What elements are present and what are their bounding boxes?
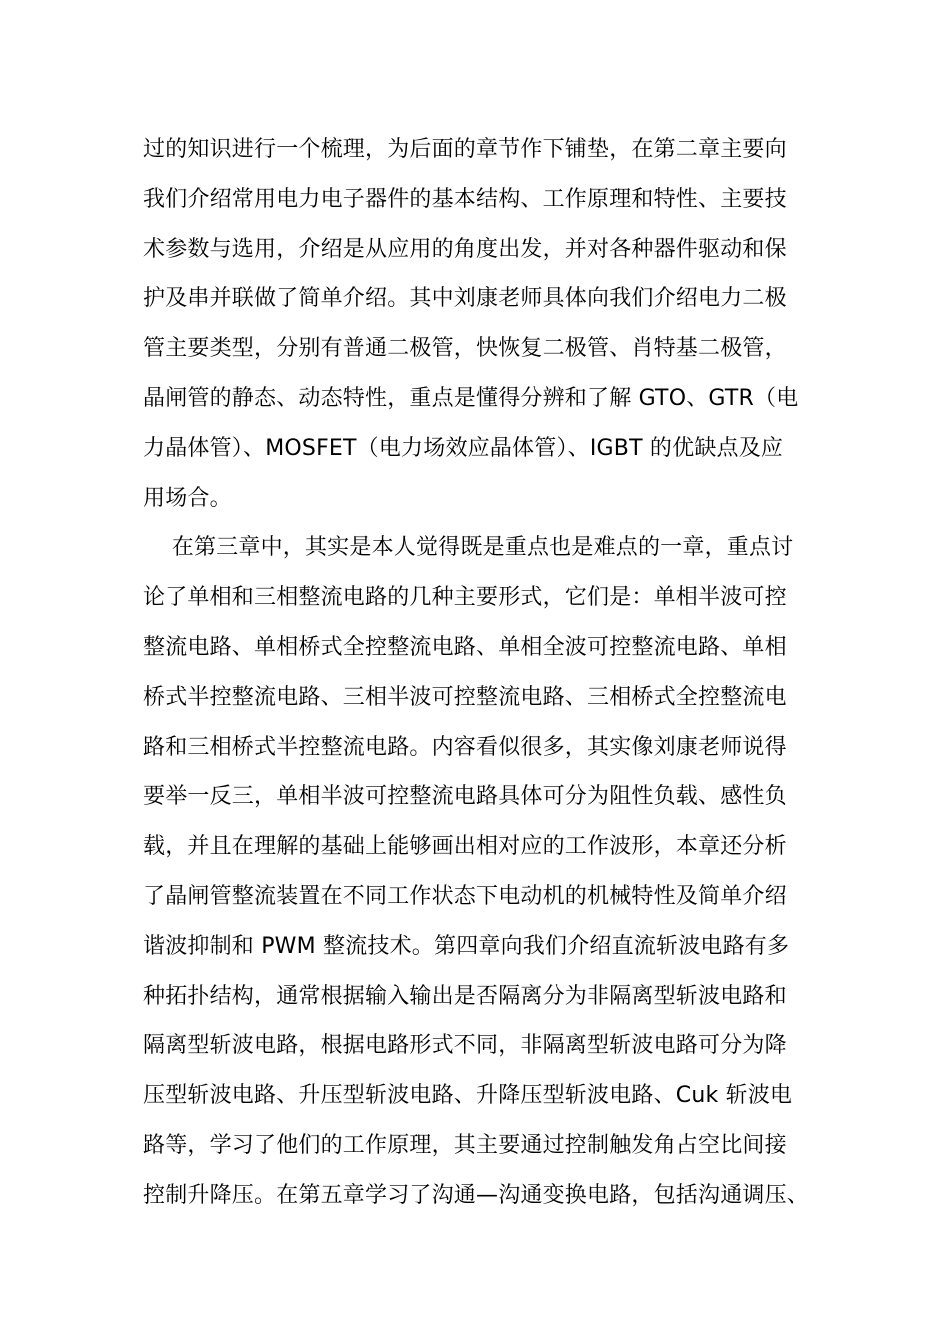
text-line: 我们介绍常用电力电子器件的基本结构、工作原理和特性、主要技 [143,186,787,212]
body-text [143,125,823,1221]
text-line: 载，并且在理解的基础上能够画出相对应的工作波形，本章还分析 [143,834,787,860]
text-line: 路和三相桥式半控整流电路。内容看似很多，其实像刘康老师说得 [143,734,787,760]
text-line: 晶闸管的静态、动态特性，重点是懂得分辨和了解 GTO、GTR（电 [143,385,799,411]
text-line: 术参数与选用，介绍是从应用的角度出发，并对各种器件驱动和保 [143,236,787,262]
text-line: 谐波抑制和 PWM 整流技术。第四章向我们介绍直流斩波电路有多 [143,933,790,959]
text-line: 过的知识进行一个梳理，为后面的章节作下铺垫，在第二章主要向 [143,137,787,162]
text-line: 路等，学习了他们的工作原理，其主要通过控制触发角占空比间接 [143,1132,787,1158]
text-line: 隔离型斩波电路，根据电路形式不同，非隔离型斩波电路可分为降 [143,1033,787,1059]
text-line: 桥式半控整流电路、三相半波可控整流电路、三相桥式全控整流电 [143,684,787,710]
text-line: 控制升降压。在第五章学习了沟通—沟通变换电路，包括沟通调压、 [143,1182,810,1208]
text-line: 要举一反三，单相半波可控整流电路具体可分为阻性负载、感性负 [143,784,787,810]
text-line: 了晶闸管整流装置在不同工作状态下电动机的机械特性及简单介绍 [143,883,787,909]
text-line: 整流电路、单相桥式全控整流电路、单相全波可控整流电路、单相 [143,634,787,660]
text-line: 管主要类型，分别有普通二极管，快恢复二极管、肖特基二极管， [143,336,787,362]
text-line: 护及串并联做了简单介绍。其中刘康老师具体向我们介绍电力二极 [143,286,787,312]
text-line: 在第三章中，其实是本人觉得既是重点也是难点的一章，重点讨 [143,535,794,561]
text-line: 力晶体管）、MOSFET（电力场效应晶体管）、IGBT 的优缺点及应 [143,435,784,461]
text-line: 用场合。 [143,485,232,511]
text-line: 压型斩波电路、升压型斩波电路、升降压型斩波电路、Cuk 斩波电 [143,1083,793,1109]
text-line: 种拓扑结构，通常根据输入输出是否隔离分为非隔离型斩波电路和 [143,983,787,1009]
text-line: 论了单相和三相整流电路的几种主要形式，它们是：单相半波可控 [143,585,787,611]
